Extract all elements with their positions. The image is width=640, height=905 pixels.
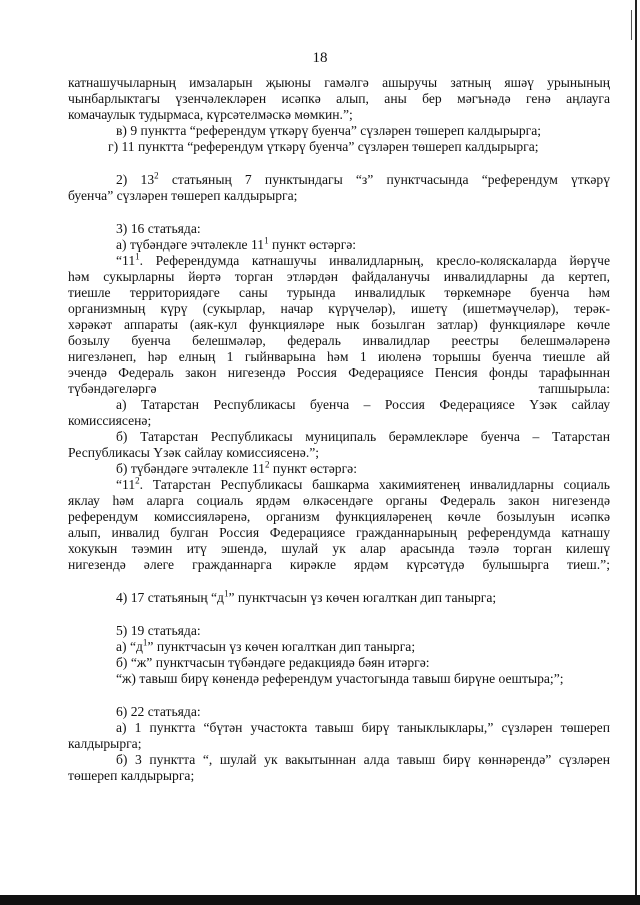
paragraph: нигезләнеп, һәр елның 1 гыйнварына һәм 1 июленә торышы буенча тиешле ай bbox=[68, 349, 610, 364]
paragraph: тиешле территориядәге саны турында инвалидлык төркемнәре буенча һәм bbox=[68, 285, 610, 300]
paragraph: хәрәкәт аппараты (аяк-кул функцияләре нык бозылган затлар) функцияләре көчле bbox=[68, 317, 610, 332]
paragraph: а) түбәндәге эчтәлекле $11^1$ пункт өстәргә: bbox=[116, 235, 357, 252]
paragraph: г) 11 пунктта “референдум үткәрү буенча” сүзләрен төшереп калдырырга; bbox=[108, 139, 539, 154]
paragraph: буенча” сүзләрен төшереп калдырырга; bbox=[68, 188, 298, 203]
paragraph: 3) 16 статьяда: bbox=[116, 221, 201, 236]
paragraph: хокукын тәэмин итү эшендә, шулай ук алар арасында тәэлә торган килешү bbox=[68, 541, 610, 556]
paragraph: б) “ж” пунктчасын түбәндәге редакциядә бәян итәргә: bbox=[116, 655, 430, 670]
paragraph: калдырырга; bbox=[68, 736, 142, 751]
paragraph: Республикасы Үзәк сайлау комиссиясенә.”; bbox=[68, 445, 320, 460]
document-body bbox=[68, 75, 610, 784]
paragraph: б) 3 пунктта “, шулай ук вакытыннан алда тавыш бирү көннәрендә” сүзләрен bbox=[116, 752, 610, 767]
paragraph: а) Татарстан Республикасы буенча – Россия Федерациясе Үзәк сайлау bbox=[116, 397, 610, 412]
paragraph: бозылу буенча белешмәләр, федераль инвалидлар реестры белешмәләренә bbox=[68, 333, 610, 348]
paragraph: яклау һәм аларга социаль ярдәм өлкәсендәге органы Федераль закон нигезендә bbox=[68, 493, 610, 508]
paragraph: б) түбәндәге эчтәлекле $11^2$ пункт өстәргә: bbox=[116, 459, 357, 476]
paragraph: төшереп калдырырга; bbox=[68, 768, 195, 783]
paragraph: 5) 19 статьяда: bbox=[116, 623, 201, 638]
paragraph: түбәндәгеләргә тапшырыла: bbox=[68, 381, 610, 396]
scan-edge-mark bbox=[631, 10, 632, 40]
paragraph: в) 9 пунктта “референдум үткәрү буенча” сүзләрен төшереп калдырырга; bbox=[116, 123, 542, 138]
paragraph: нигезендә әлеге гражданнарга кирәкле ярдәм күрсәтүдә булышырга тиеш.”; bbox=[68, 557, 610, 572]
paragraph: комачаулык тудырмаса, күрсәтелмәскә мөмкин.”; bbox=[68, 107, 353, 122]
paragraph: эчендә Федераль закон нигезендә Россия Федерациясе Пенсия фонды тарафыннан bbox=[68, 365, 610, 380]
paragraph: комиссиясенә; bbox=[68, 413, 152, 428]
page-number: 18 bbox=[312, 50, 328, 66]
paragraph: 2) $13^2$ статьяның 7 пунктындагы “з” пунктчасында “референдум үткәрү bbox=[116, 170, 610, 187]
paragraph: организмның күрү (сукырлар, начар күрүчеләр), ишетү (ишетмәүчеләр), терәк- bbox=[68, 301, 610, 316]
paragraph: 4) 17 статьяның “$д^1$” пунктчасын үз көчен югалткан дип танырга; bbox=[116, 588, 497, 605]
paragraph: а) 1 пунктта “бүтән участокта тавыш бирү таныклыклары,” сүзләрен төшереп bbox=[116, 720, 610, 735]
paragraph: һәм сукырларны йөртә торган этләрдән файдаланучы инвалидларны да кертеп, bbox=[68, 269, 610, 284]
paragraph: катнашучыларның имзаларын җыюны гамәлгә ашыручы затның яшәү урынының bbox=[68, 75, 610, 90]
paragraph: алып, инвалид булган Россия Федерациясе гражданнарының референдумда катнашу bbox=[68, 525, 610, 540]
scan-right-edge bbox=[635, 0, 637, 905]
scan-bottom-edge bbox=[0, 895, 640, 905]
paragraph: чынбарлыктагы үзенчәлекләрен исәпкә алып, аны бер мәгънәдә генә аңлауга bbox=[68, 91, 610, 106]
paragraph: а) “$д^1$” пунктчасын үз көчен югалткан дип танырга; bbox=[116, 637, 416, 654]
paragraph: 6) 22 статьяда: bbox=[116, 704, 201, 719]
paragraph: б) Татарстан Республикасы муниципаль берәмлекләре буенча – Татарстан bbox=[116, 429, 610, 444]
paragraph: “ж) тавыш бирү көнендә референдум участогында тавыш бирүне оештыра;”; bbox=[116, 671, 564, 686]
paragraph: “$11^1$. Референдумда катнашучы инвалидларның, кресло-коляскаларда йөрүче bbox=[116, 251, 610, 268]
paragraph: референдум комиссияләренә, организм функцияләренең көчле бозылуын исәпкә bbox=[68, 509, 610, 524]
paragraph: “$11^2$. Татарстан Республикасы башкарма хакимиятенең инвалидларны социаль bbox=[116, 475, 610, 492]
